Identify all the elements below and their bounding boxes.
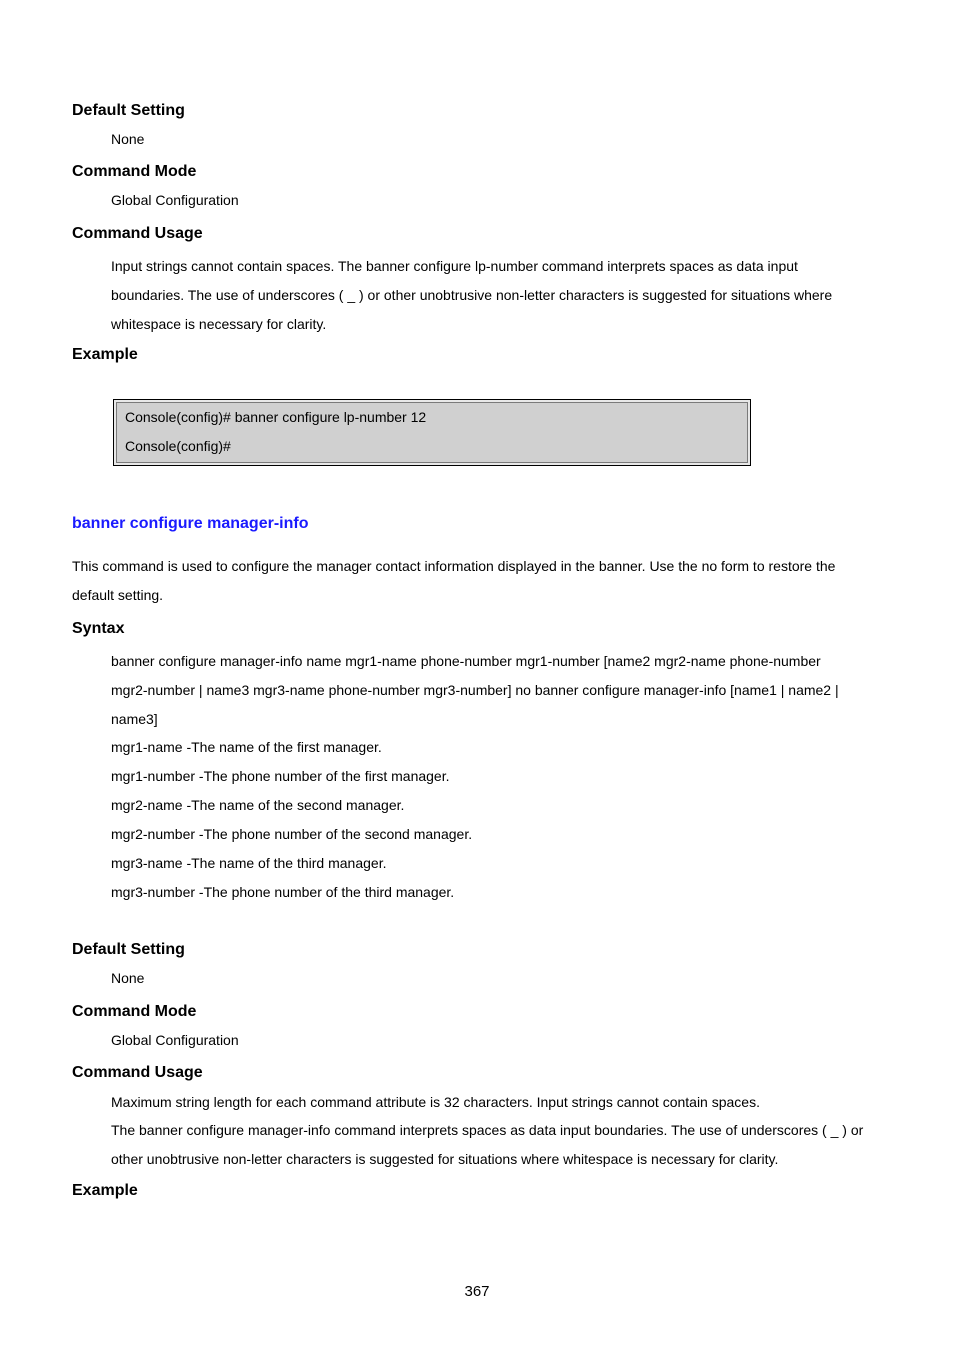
command-usage-line: The banner configure manager-info command interprets spaces as data input boundaries. The use of underscores ( _ ) or	[111, 1122, 864, 1138]
page-number: 367	[464, 1283, 490, 1300]
syntax-line: name3]	[111, 711, 158, 727]
command-usage-line: Input strings cannot contain spaces. The banner configure lp-number command interprets spaces as data input	[111, 258, 798, 274]
code-line: Console(config)# banner configure lp-number 12	[125, 409, 427, 425]
command-usage-heading: Command Usage	[72, 1064, 203, 1081]
syntax-param: mgr1-name -The name of the first manager.	[111, 739, 382, 755]
default-setting-heading: Default Setting	[72, 102, 185, 119]
command-usage-line: whitespace is necessary for clarity.	[111, 316, 327, 332]
command-mode-value: Global Configuration	[111, 1032, 239, 1048]
syntax-line: mgr2-number | name3 mgr3-name phone-number mgr3-number] no banner configure manager-info [name1 | name2 |	[111, 682, 839, 698]
description-line: default setting.	[72, 587, 164, 603]
command-mode-heading: Command Mode	[72, 163, 197, 180]
example-heading: Example	[72, 346, 138, 363]
section-title-link[interactable]: banner configure manager-info	[72, 515, 309, 532]
command-usage-line: boundaries. The use of underscores ( _ ) or other unobtrusive non-letter characters is suggested for situations where	[111, 287, 833, 303]
default-setting-value: None	[111, 131, 145, 147]
default-setting-value: None	[111, 970, 145, 986]
syntax-param: mgr2-number -The phone number of the second manager.	[111, 826, 473, 842]
syntax-param: mgr1-number -The phone number of the first manager.	[111, 768, 450, 784]
syntax-param: mgr3-name -The name of the third manager.	[111, 855, 387, 871]
command-usage-line: Maximum string length for each command attribute is 32 characters. Input strings cannot contain spaces.	[111, 1094, 760, 1110]
syntax-param: mgr3-number -The phone number of the third manager.	[111, 884, 455, 900]
command-usage-heading: Command Usage	[72, 225, 203, 242]
command-mode-value: Global Configuration	[111, 192, 239, 208]
default-setting-heading: Default Setting	[72, 941, 185, 958]
example-code-block	[113, 399, 751, 466]
syntax-heading: Syntax	[72, 620, 125, 637]
description-line: This command is used to configure the manager contact information displayed in the banner. Use the no form to restore the	[72, 558, 836, 574]
code-line: Console(config)#	[125, 438, 231, 454]
command-usage-line: other unobtrusive non-letter characters is suggested for situations where whitespace is necessary for clarity.	[111, 1151, 779, 1167]
syntax-param: mgr2-name -The name of the second manager.	[111, 797, 405, 813]
command-mode-heading: Command Mode	[72, 1003, 197, 1020]
example-heading: Example	[72, 1182, 138, 1199]
syntax-line: banner configure manager-info name mgr1-name phone-number mgr1-number [name2 mgr2-name phone-number	[111, 653, 821, 669]
